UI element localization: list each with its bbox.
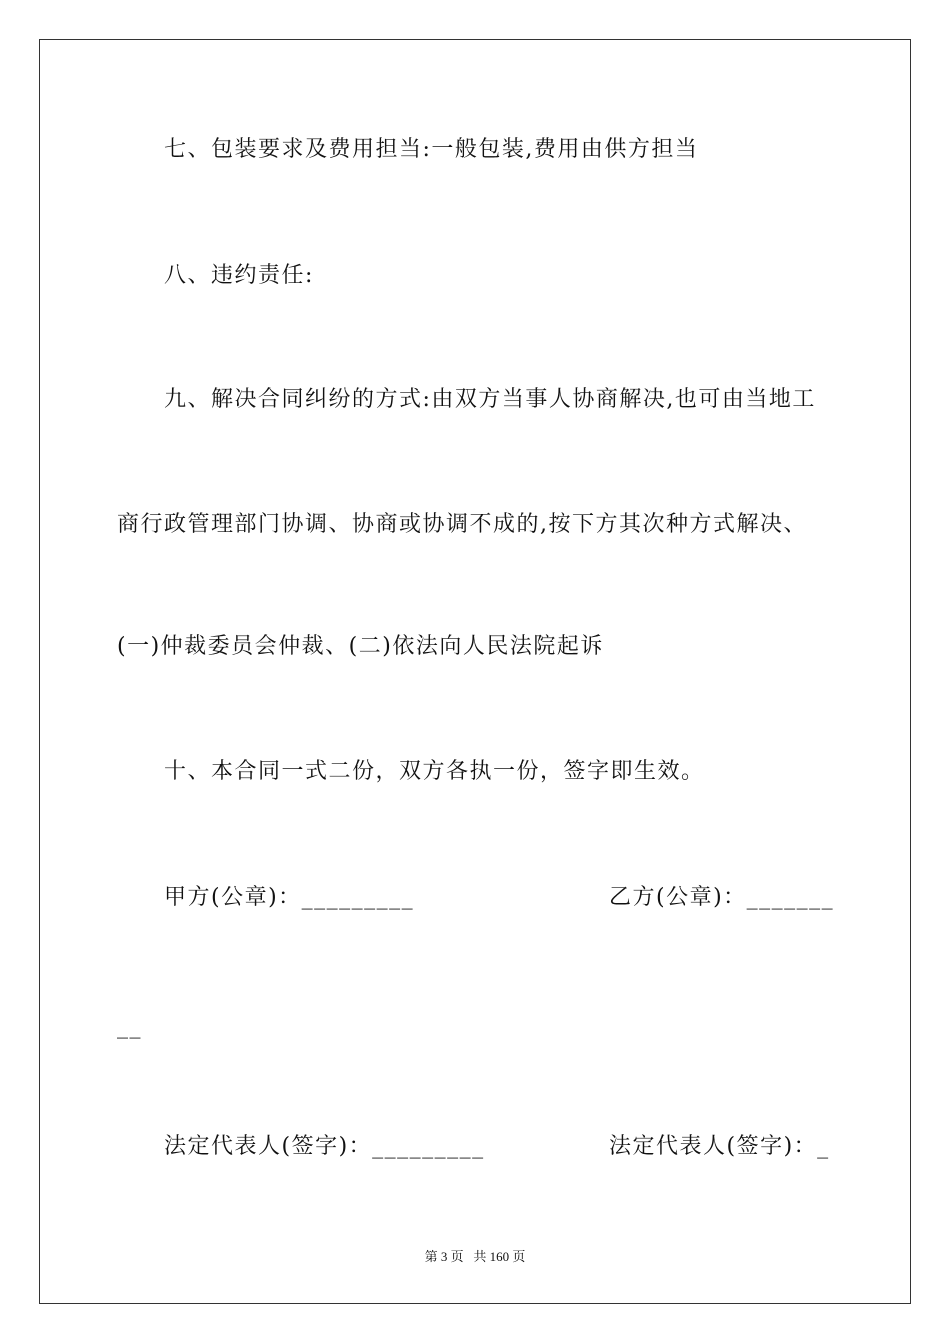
party-a-seal-field: 甲方(公章)：_________: [164, 885, 415, 910]
party-b-seal-field: 乙方(公章)：_______: [609, 885, 835, 910]
clause-7-packaging: 七、包装要求及费用担当:一般包装,费用由供方担当: [164, 137, 699, 162]
clause-9-dispute-line-3: (一)仲裁委员会仲裁、(二)依法向人民法院起诉: [117, 634, 604, 659]
party-b-representative-field: 法定代表人(签字)：_: [609, 1134, 830, 1159]
party-b-seal-continued: __: [117, 1014, 142, 1039]
page-number-footer: 第 3 页 共 160 页: [424, 1249, 526, 1264]
clause-8-liability: 八、违约责任:: [164, 263, 314, 288]
page-border: [39, 39, 911, 1304]
clause-10-copies: 十、本合同一式二份，双方各执一份，签字即生效。: [164, 759, 705, 784]
party-a-representative-field: 法定代表人(签字)：_________: [164, 1134, 485, 1159]
clause-9-dispute-line-1: 九、解决合同纠纷的方式:由双方当事人协商解决,也可由当地工: [164, 387, 816, 412]
clause-9-dispute-line-2: 商行政管理部门协调、协商或协调不成的,按下方其次种方式解决、: [117, 512, 807, 537]
